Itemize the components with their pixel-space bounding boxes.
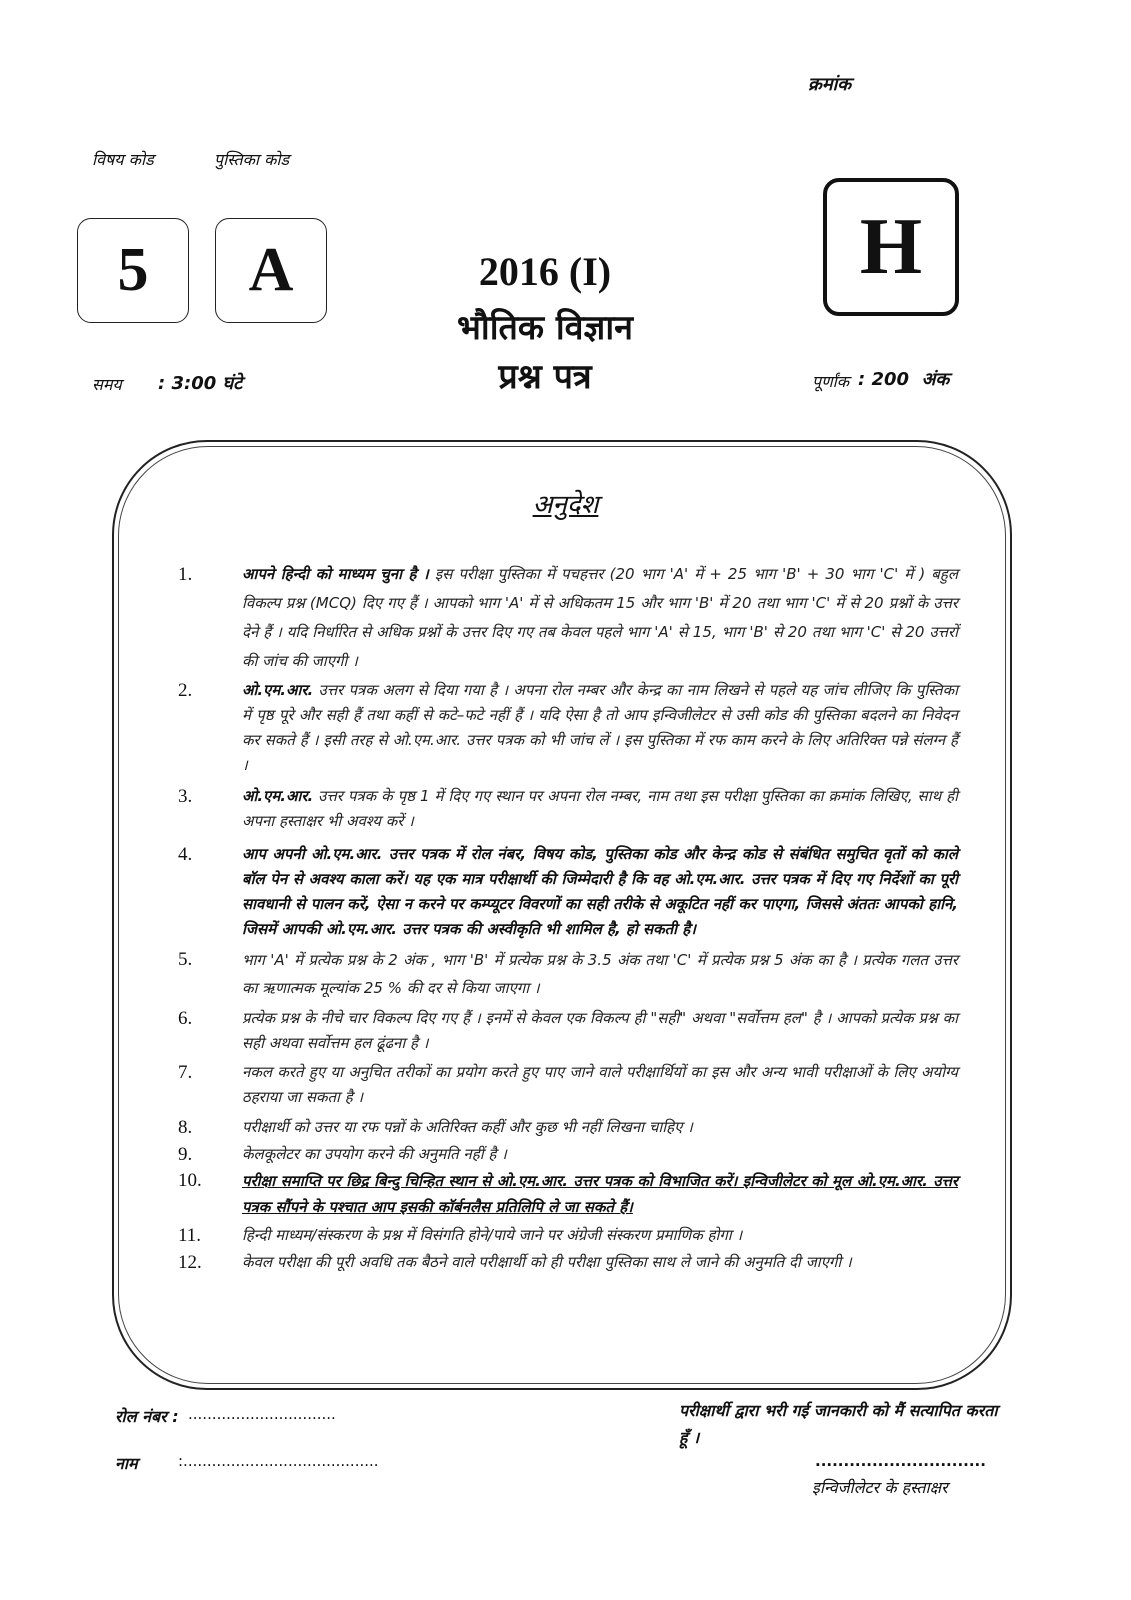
instruction-item-5 xyxy=(178,946,958,1002)
instruction-number: 9. xyxy=(178,1144,193,1165)
instruction-number: 7. xyxy=(178,1062,193,1083)
paper-title: प्रश्न पत्र xyxy=(498,357,592,397)
subject-title: भौतिक विज्ञान xyxy=(456,308,634,348)
instruction-item-1 xyxy=(178,560,958,676)
exam-year: 2016 (I) xyxy=(478,249,612,294)
marks-label: पूर्णांक xyxy=(812,372,850,391)
instruction-item-10 xyxy=(178,1168,958,1220)
instruction-text: उत्तर पत्रक अलग से दिया गया है । अपना रोल नम्बर और केन्द्र का नाम लिखने से पहले यह जांच लीजिए कि पुस्तिका में पृष्ठ पूरे और सही हैं तथा कहीं से कटे–फटे नहीं हैं । यदि ऐसा है तो आप इन्विजीलेटर से उसी कोड की पुस्तिका बदलने का निवेदन कर सकते हैं । इसी तरह से ओ.एम.आर. उत्तर पत्रक को भी जांच लें । इस पुस्तिका में रफ काम करने के लिए अतिरिक्त पन्ने संलग्न हैं । xyxy=(242,681,958,774)
instructions-heading: अनुदेश xyxy=(532,490,599,520)
booklet-code-label: पुस्तिका कोड xyxy=(214,150,290,169)
instruction-item-4 xyxy=(178,842,958,942)
booklet-code-box: A xyxy=(215,218,327,323)
instruction-number: 11. xyxy=(178,1225,202,1246)
instruction-text: उत्तर पत्रक के पृष्ठ 1 में दिए गए स्थान पर अपना रोल नम्बर, नाम तथा इस परीक्षा पुस्तिका का क्रमांक लिखिए, साथ ही अपना हस्ताक्षर भी अवश्य करें । xyxy=(242,787,958,830)
instruction-number: 5. xyxy=(178,949,193,970)
subject-code-label: विषय कोड xyxy=(92,150,154,169)
instruction-text: नकल करते हुए या अनुचित तरीकों का प्रयोग करते हुए पाए जाने वाले परीक्षार्थियों का इस और अन्य भावी परीक्षाओं के लिए अयोग्य ठहराया जा सकता है । xyxy=(242,1063,958,1106)
marks-value: : 200 अंक xyxy=(858,369,950,390)
time-label: समय xyxy=(92,375,122,394)
instruction-item-2 xyxy=(178,678,958,778)
name-label: नाम xyxy=(115,1454,138,1473)
instruction-bold: आपने हिन्दी को माध्यम चुना है । xyxy=(242,565,429,583)
instruction-item-6 xyxy=(178,1006,958,1056)
instructions-list xyxy=(178,560,958,1276)
instruction-number: 1. xyxy=(178,564,193,585)
instruction-number: 6. xyxy=(178,1008,193,1029)
verification-text: परीक्षार्थी द्वारा भरी गई जानकारी को मैं सत्यापित करता हूँ । xyxy=(679,1401,998,1447)
instruction-text: केलकूलेटर का उपयोग करने की अनुमति नहीं है । xyxy=(242,1145,507,1163)
time-value: : 3:00 घंटे xyxy=(158,373,243,394)
instruction-item-9 xyxy=(178,1141,958,1168)
instruction-item-8 xyxy=(178,1114,958,1141)
name-field[interactable]: :......................................... xyxy=(178,1452,379,1470)
instruction-number: 2. xyxy=(178,680,193,701)
instruction-bold: आप अपनी ओ.एम.आर. उत्तर पत्रक में रोल नंबर, विषय कोड, पुस्तिका कोड और केन्द्र कोड से संबंधित समुचित वृतों को काले बॉल पेन से अवश्य काला करें। यह एक मात्र परीक्षार्थी की जिम्मेदारी है कि वह ओ.एम.आर. उत्तर पत्रक में दिए गए निर्देशों का पूरी सावधानी से पालन करें, ऐसा न करने पर कम्प्यूटर विवरणों का सही तरीके से अकूटित नहीं कर पाएगा, जिससे अंततः आपको हानि, जिसमें आपकी ओ.एम.आर. उत्तर पत्रक की अस्वीकृति भी शामिल है, हो सकती है। xyxy=(242,845,958,938)
instruction-number: 4. xyxy=(178,844,193,865)
instruction-text: इस परीक्षा पुस्तिका में पचहत्तर (20 भाग 'A' में + 25 भाग 'B' + 30 भाग 'C' में ) बहुल विकल्प प्रश्न (MCQ) दिए गए हैं । आपको भाग 'A' में से अधिकतम 15 और भाग 'B' में 20 तथा भाग 'C' में से 20 प्रश्नों के उत्तर देने हैं । यदि निर्धारित से अधिक प्रश्नों के उत्तर दिए गए तब केवल पहले भाग 'A' से 15, भाग 'B' से 20 तथा भाग 'C' से 20 उत्तरों की जांच की जाएगी । xyxy=(242,565,958,670)
signature-line: .............................. xyxy=(815,1452,986,1470)
instruction-bold: ओ.एम.आर. xyxy=(242,681,314,699)
instruction-item-3 xyxy=(178,784,958,834)
instruction-text: परीक्षार्थी को उत्तर या रफ पन्नों के अतिरिक्त कहीं और कुछ भी नहीं लिखना चाहिए । xyxy=(242,1118,693,1136)
instruction-number: 3. xyxy=(178,786,193,807)
instruction-text: हिन्दी माध्यम/संस्करण के प्रश्न में विसंगति होने/पाये जाने पर अंग्रेजी संस्करण प्रमाणिक होगा । xyxy=(242,1226,743,1244)
instruction-item-7 xyxy=(178,1060,958,1110)
instruction-bold: ओ.एम.आर. xyxy=(242,787,314,805)
roll-number-label: रोल नंबर : xyxy=(115,1407,179,1426)
roll-number-field[interactable]: ............................... xyxy=(188,1405,336,1423)
invigilator-signature-label: इन्विजीलेटर के हस्ताक्षर xyxy=(812,1478,948,1497)
instruction-number: 12. xyxy=(178,1252,202,1273)
subject-code-box: 5 xyxy=(77,218,189,323)
instruction-item-12 xyxy=(178,1249,958,1276)
instruction-text: प्रत्येक प्रश्न के नीचे चार विकल्प दिए गए हैं । इनमें से केवल एक विकल्प ही "सही" अथवा "सर्वोत्तम हल" है । आपको प्रत्येक प्रश्न का सही अथवा सर्वोत्तम हल ढूंढना है । xyxy=(242,1009,958,1052)
instruction-text: भाग 'A' में प्रत्येक प्रश्न के 2 अंक , भाग 'B' में प्रत्येक प्रश्न के 3.5 अंक तथा 'C' में प्रत्येक प्रश्न 5 अंक का है । प्रत्येक गलत उत्तर का ऋणात्मक मूल्यांक 25 % की दर से किया जाएगा । xyxy=(242,951,958,997)
serial-label: क्रमांक xyxy=(808,74,852,95)
instruction-number: 8. xyxy=(178,1117,193,1138)
medium-code-box: H xyxy=(823,178,959,316)
instruction-bold: परीक्षा समाप्ति पर छिद्र बिन्दु चिन्हित स्थान से ओ.एम.आर. उत्तर पत्रक को विभाजित करें। इन्विजीलेटर को मूल ओ.एम.आर. उत्तर पत्रक सौंपने के पश्चात आप इसकी कॉर्बनलैस प्रतिलिपि ले जा सकते हैं। xyxy=(242,1172,958,1216)
instruction-item-11 xyxy=(178,1222,958,1249)
instruction-number: 10. xyxy=(178,1170,202,1191)
instruction-text: केवल परीक्षा की पूरी अवधि तक बैठने वाले परीक्षार्थी को ही परीक्षा पुस्तिका साथ ले जाने की अनुमति दी जाएगी । xyxy=(242,1253,852,1271)
